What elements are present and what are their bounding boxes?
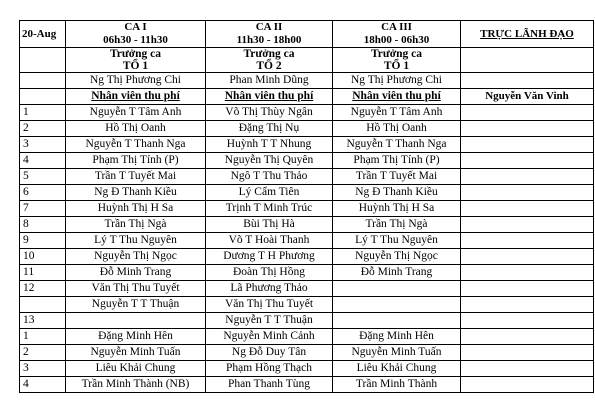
staff-row — [20, 377, 594, 393]
duty-leader-cell[interactable] — [461, 217, 594, 233]
shift-2-team[interactable] — [206, 48, 333, 73]
shift-3-staff-cell[interactable]: Nguyễn T Tâm Anh — [333, 105, 461, 121]
shift-3-leader-title: Trưởng ca — [370, 48, 423, 60]
row-number-cell[interactable]: 8 — [20, 217, 66, 233]
shift-2-header[interactable] — [206, 21, 333, 48]
shift-2-staff-title[interactable]: Nhân viên thu phí — [206, 89, 333, 105]
duty-leader-cell[interactable] — [461, 297, 594, 313]
duty-leader-cell[interactable] — [461, 281, 594, 297]
shift-1-time: 06h30 - 11h30 — [103, 34, 168, 46]
staff-row — [20, 329, 594, 345]
duty-leader-cell[interactable] — [461, 201, 594, 217]
shift-1-staff-cell[interactable]: Nguyễn T T Thuận — [66, 297, 206, 313]
duty-leader-name[interactable]: Nguyễn Văn Vinh — [461, 89, 594, 105]
shift-1-name: CA I — [124, 21, 147, 33]
staff-row — [20, 297, 594, 313]
row-number-cell[interactable] — [20, 297, 66, 313]
shift-1-staff-cell[interactable]: Văn Thị Thu Tuyết — [66, 281, 206, 297]
shift-2-leader-name[interactable]: Phan Minh Dũng — [206, 73, 333, 89]
row-number-cell[interactable]: 9 — [20, 233, 66, 249]
row-number-cell[interactable]: 2 — [20, 121, 66, 137]
staff-row — [20, 313, 594, 329]
shift-3-team-name: TỔ 1 — [383, 60, 410, 72]
staff-row — [20, 153, 594, 169]
staff-row — [20, 201, 594, 217]
shift-1-leader-title: Trưởng ca — [109, 48, 162, 60]
staff-row — [20, 105, 594, 121]
shift-1-leader-name[interactable]: Ng Thị Phương Chi — [66, 73, 206, 89]
staff-row — [20, 361, 594, 377]
duty-leader-header[interactable]: TRỰC LÃNH ĐẠO — [461, 21, 594, 48]
shift-1-staff-cell[interactable]: Nguyễn Thị Ngọc — [66, 249, 206, 265]
empty-cell[interactable] — [461, 73, 594, 89]
row-number-cell[interactable]: 12 — [20, 281, 66, 297]
shift-2-staff-cell[interactable]: Huỳnh T T Nhung — [206, 137, 333, 153]
shift-3-staff-cell[interactable]: Lý T Thu Nguyên — [333, 233, 461, 249]
row-number-cell[interactable]: 11 — [20, 265, 66, 281]
shift-2-staff-cell[interactable]: Lý Cẩm Tiên — [206, 185, 333, 201]
duty-leader-cell[interactable] — [461, 377, 594, 393]
duty-leader-cell[interactable] — [461, 169, 594, 185]
shift-2-staff-cell[interactable]: Lã Phương Thảo — [206, 281, 333, 297]
shift-2-staff-cell[interactable]: Dương T H Phương — [206, 249, 333, 265]
row-number-cell[interactable]: 7 — [20, 201, 66, 217]
staff-row — [20, 265, 594, 281]
team-row — [20, 48, 594, 73]
shift-1-team[interactable] — [66, 48, 206, 73]
duty-leader-cell[interactable] — [461, 345, 594, 361]
shift-3-staff-cell[interactable]: Đỗ Minh Trang — [333, 265, 461, 281]
row-number-cell[interactable]: 6 — [20, 185, 66, 201]
duty-leader-cell[interactable] — [461, 313, 594, 329]
shift-1-staff-title[interactable]: Nhân viên thu phí — [66, 89, 206, 105]
empty-cell[interactable] — [20, 73, 66, 89]
shift-1-staff-cell[interactable]: Ng Đ Thanh Kiều — [66, 185, 206, 201]
row-number-cell[interactable]: 1 — [20, 105, 66, 121]
shift-1-staff-cell[interactable]: Huỳnh Thị H Sa — [66, 201, 206, 217]
shift-3-staff-cell[interactable]: Ng Đ Thanh Kiều — [333, 185, 461, 201]
shift-1-staff-cell[interactable]: Đỗ Minh Trang — [66, 265, 206, 281]
row-number-cell[interactable]: 1 — [20, 329, 66, 345]
staff-title-row — [20, 89, 594, 105]
shift-1-staff-cell[interactable]: Hồ Thị Oanh — [66, 121, 206, 137]
shift-1-staff-cell[interactable]: Lý T Thu Nguyên — [66, 233, 206, 249]
duty-leader-cell[interactable] — [461, 137, 594, 153]
staff-row — [20, 121, 594, 137]
shift-2-staff-cell[interactable]: Phan Thanh Tùng — [206, 377, 333, 393]
duty-leader-cell[interactable] — [461, 105, 594, 121]
row-number-cell[interactable]: 4 — [20, 377, 66, 393]
shift-1-staff-cell[interactable]: Nguyễn T Thanh Nga — [66, 137, 206, 153]
shift-3-staff-cell[interactable]: Phạm Thị Tính (P) — [333, 153, 461, 169]
leader-row — [20, 73, 594, 89]
shift-3-leader-name[interactable]: Ng Thị Phương Chi — [333, 73, 461, 89]
shift-1-staff-cell[interactable]: Nguyễn T Tâm Anh — [66, 105, 206, 121]
row-number-cell[interactable]: 3 — [20, 361, 66, 377]
shift-1-staff-cell[interactable]: Liêu Khải Chung — [66, 361, 206, 377]
shift-3-time: 18h00 - 06h30 — [363, 34, 430, 46]
empty-cell[interactable] — [20, 48, 66, 73]
staff-row — [20, 185, 594, 201]
shift-1-staff-cell[interactable]: Phạm Thị Tính (P) — [66, 153, 206, 169]
shift-3-staff-cell[interactable] — [333, 281, 461, 297]
shift-2-staff-cell[interactable]: Bùi Thị Hà — [206, 217, 333, 233]
shift-1-staff-cell[interactable]: Đặng Minh Hên — [66, 329, 206, 345]
shift-3-staff-cell[interactable]: Hồ Thị Oanh — [333, 121, 461, 137]
shift-1-staff-cell[interactable]: Nguyễn Minh Tuấn — [66, 345, 206, 361]
shift-2-leader-title: Trưởng ca — [243, 48, 295, 60]
empty-cell[interactable] — [20, 89, 66, 105]
shift-3-staff-cell[interactable]: Trần Thị Ngà — [333, 217, 461, 233]
duty-leader-cell[interactable] — [461, 249, 594, 265]
shift-3-team[interactable] — [333, 48, 461, 73]
shift-3-header[interactable] — [333, 21, 461, 48]
staff-row — [20, 345, 594, 361]
shift-2-staff-cell[interactable]: Đoàn Thị Hồng — [206, 265, 333, 281]
empty-cell[interactable] — [461, 48, 594, 73]
header-row — [20, 21, 594, 48]
shift-1-staff-cell[interactable]: Trần Minh Thành (NB) — [66, 377, 206, 393]
shift-2-team-name: TỔ 2 — [256, 60, 282, 72]
shift-2-time: 11h30 - 18h00 — [236, 34, 302, 46]
shift-2-staff-cell[interactable]: Trịnh T Minh Trúc — [206, 201, 333, 217]
duty-leader-cell[interactable] — [461, 233, 594, 249]
shift-1-staff-cell[interactable]: Trần T Tuyết Mai — [66, 169, 206, 185]
shift-2-staff-cell[interactable]: Đặng Thị Nụ — [206, 121, 333, 137]
staff-row — [20, 217, 594, 233]
shift-1-staff-cell[interactable] — [66, 313, 206, 329]
row-number-cell[interactable]: 2 — [20, 345, 66, 361]
shift-2-staff-cell[interactable]: Nguyễn Minh Cảnh — [206, 329, 333, 345]
shift-3-staff-title[interactable]: Nhân viên thu phí — [333, 89, 461, 105]
shift-3-staff-cell[interactable] — [333, 313, 461, 329]
duty-leader-cell[interactable] — [461, 329, 594, 345]
shift-1-team-name: TỔ 1 — [122, 60, 149, 72]
shift-2-staff-cell[interactable]: Ng Đỗ Duy Tân — [206, 345, 333, 361]
shift-2-name: CA II — [255, 21, 283, 33]
shift-3-staff-cell[interactable] — [333, 297, 461, 313]
row-number-cell[interactable]: 5 — [20, 169, 66, 185]
date-cell[interactable]: 20-Aug — [20, 21, 66, 48]
shift-3-staff-cell[interactable]: Liêu Khải Chung — [333, 361, 461, 377]
shift-2-staff-cell[interactable]: Võ T Hoài Thanh — [206, 233, 333, 249]
row-number-cell[interactable]: 3 — [20, 137, 66, 153]
shift-roster-table — [19, 20, 594, 393]
shift-1-header[interactable] — [66, 21, 206, 48]
shift-2-staff-cell[interactable]: Văn Thị Thu Tuyết — [206, 297, 333, 313]
shift-2-staff-cell[interactable]: Nguyễn T T Thuận — [206, 313, 333, 329]
shift-3-staff-cell[interactable]: Đặng Minh Hên — [333, 329, 461, 345]
duty-leader-cell[interactable] — [461, 185, 594, 201]
staff-row — [20, 249, 594, 265]
duty-leader-cell[interactable] — [461, 153, 594, 169]
shift-3-staff-cell[interactable]: Nguyễn T Thanh Nga — [333, 137, 461, 153]
shift-3-staff-cell[interactable]: Huỳnh Thị H Sa — [333, 201, 461, 217]
shift-3-staff-cell[interactable]: Trần T Tuyết Mai — [333, 169, 461, 185]
row-number-cell[interactable]: 4 — [20, 153, 66, 169]
shift-3-name: CA III — [381, 21, 412, 33]
row-number-cell[interactable]: 13 — [20, 313, 66, 329]
staff-row — [20, 281, 594, 297]
duty-leader-cell[interactable] — [461, 361, 594, 377]
shift-2-staff-cell[interactable]: Nguyễn Thị Quyên — [206, 153, 333, 169]
shift-3-staff-cell[interactable]: Nguyễn Minh Tuấn — [333, 345, 461, 361]
shift-1-staff-cell[interactable]: Trần Thị Ngà — [66, 217, 206, 233]
shift-3-staff-cell[interactable]: Trần Minh Thành — [333, 377, 461, 393]
shift-3-staff-cell[interactable]: Nguyễn Thị Ngọc — [333, 249, 461, 265]
shift-2-staff-cell[interactable]: Phạm Hồng Thạch — [206, 361, 333, 377]
duty-leader-cell[interactable] — [461, 265, 594, 281]
staff-row — [20, 233, 594, 249]
duty-leader-cell[interactable] — [461, 121, 594, 137]
shift-2-staff-cell[interactable]: Võ Thị Thùy Ngân — [206, 105, 333, 121]
staff-row — [20, 137, 594, 153]
shift-2-staff-cell[interactable]: Ngô T Thu Thảo — [206, 169, 333, 185]
row-number-cell[interactable]: 10 — [20, 249, 66, 265]
staff-row — [20, 169, 594, 185]
